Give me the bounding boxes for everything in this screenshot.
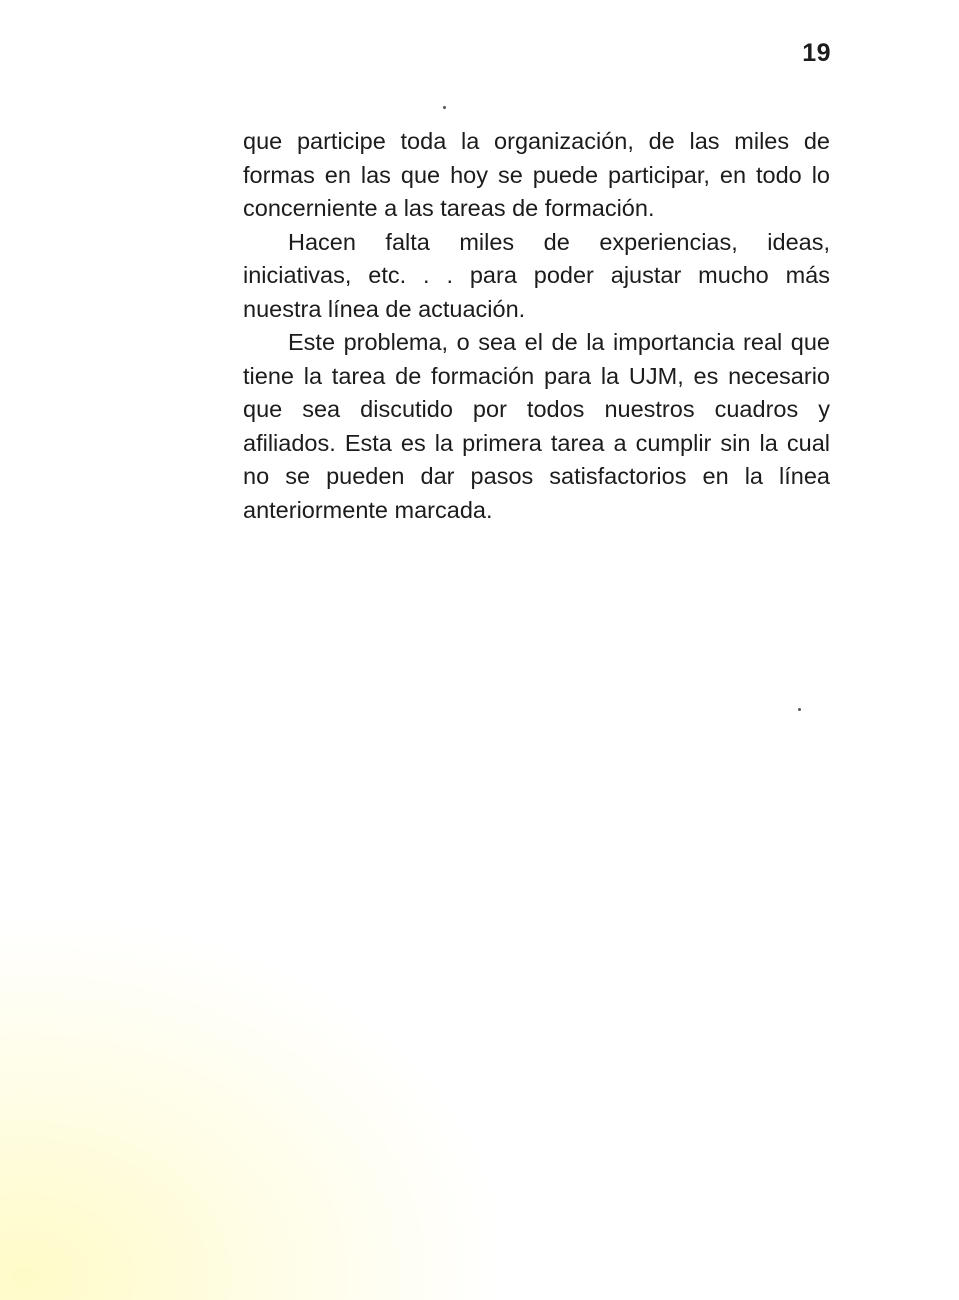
paragraph: que participe toda la organización, de las miles de formas en las que hoy se puede participar, en todo lo concerniente a las tareas de formación.: [243, 128, 830, 221]
body-text: [243, 125, 830, 527]
paper-stain: [0, 920, 500, 1300]
page-number: 19: [802, 39, 831, 67]
scan-speck: [798, 708, 801, 711]
paragraph: Hacen falta miles de experiencias, ideas, iniciativas, etc. . . para poder ajustar mucho más nuestra línea de actuación.: [243, 228, 830, 322]
paragraph: Este problema, o sea el de la importancia real que tiene la tarea de formación para la UJM, es necesario que sea discutido por todos nuestros cuadros y afiliados. Esta es la primera tarea a cumplir sin la cual no se pueden dar pasos satisfactorios en la línea anteriormente marcada.: [243, 329, 830, 523]
scan-speck: [443, 106, 446, 109]
